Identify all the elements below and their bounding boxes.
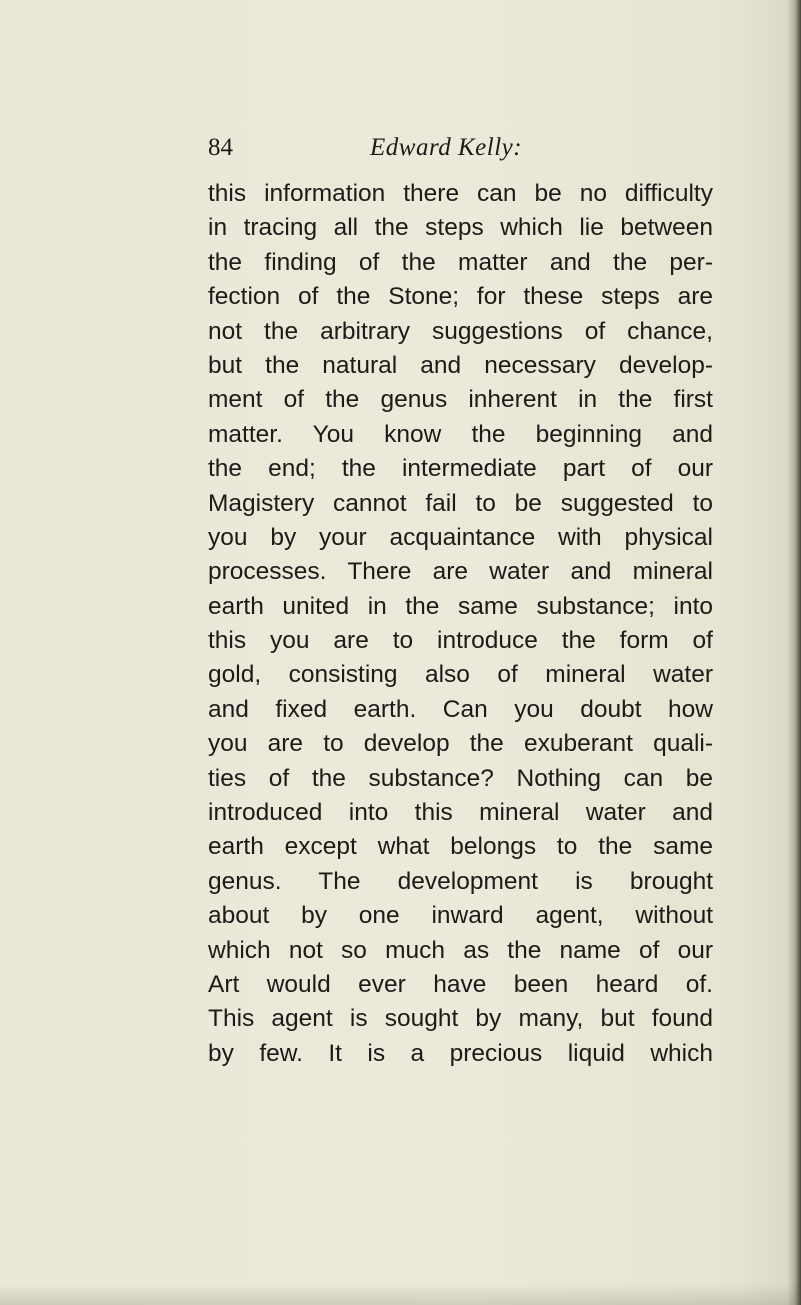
text-line: processes. There are water and mineral [208,558,713,586]
page-bottom-shadow [0,1283,801,1305]
body-text [208,177,713,1071]
text-line: but the natural and necessary develop- [208,351,713,379]
text-line: fection of the Stone; for these steps are [208,283,713,311]
text-line: introduced into this mineral water and [208,799,713,827]
text-line: Magistery cannot fail to be suggested to [208,489,713,517]
page-number: 84 [208,134,233,161]
text-line: you by your acquaintance with physical [208,523,713,551]
page-edge-shadow [787,0,801,1305]
text-line: which not so much as the name of our [208,936,713,964]
text-line: the end; the intermediate part of our [208,455,713,483]
text-line: about by one inward agent, without [208,902,713,930]
running-head [208,131,638,165]
text-line: in tracing all the steps which lie between [208,214,713,242]
text-line: earth except what belongs to the same [208,833,713,861]
text-line: this information there can be no difficulty [208,180,713,207]
text-line: Art would ever have been heard of. [208,970,713,998]
text-line: the finding of the matter and the per- [208,248,713,276]
text-line: you are to develop the exuberant quali- [208,730,713,758]
text-line: earth united in the same substance; into [208,592,713,620]
text-line: this you are to introduce the form of [208,627,713,655]
running-title: Edward Kelly: [370,134,523,161]
text-line: not the arbitrary suggestions of chance, [208,317,713,345]
text-line: and fixed earth. Can you doubt how [208,695,713,723]
text-line: ties of the substance? Nothing can be [208,764,713,792]
text-line: This agent is sought by many, but found [208,1005,713,1033]
text-line: genus. The development is brought [208,867,713,895]
text-line: ment of the genus inherent in the first [208,386,713,414]
text-line: by few. It is a precious liquid which [208,1039,713,1067]
text-line: gold, consisting also of mineral water [208,661,713,689]
text-line: matter. You know the beginning and [208,420,713,448]
